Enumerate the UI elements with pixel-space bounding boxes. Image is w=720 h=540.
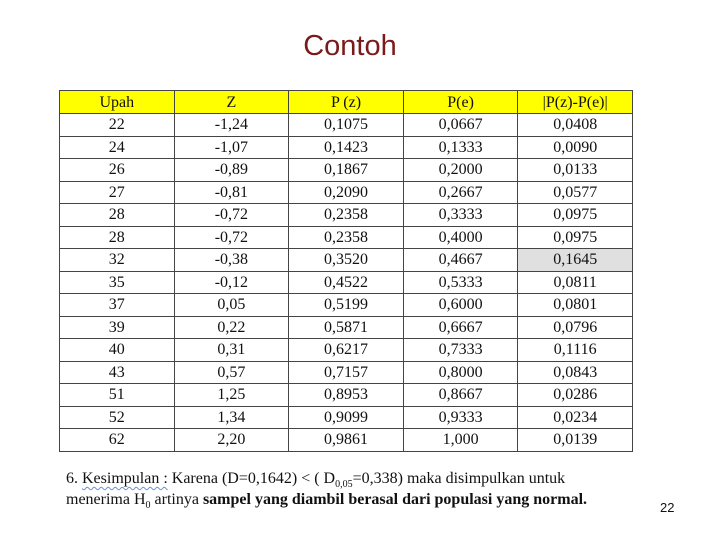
cell-upah: 37 bbox=[60, 294, 175, 317]
cell-pz: 0,9861 bbox=[289, 429, 404, 452]
conclusion-text-2: =0,338) maka disimpulkan untuk bbox=[352, 470, 566, 487]
cell-z: 1,25 bbox=[174, 384, 289, 407]
cell-z: 0,31 bbox=[174, 339, 289, 362]
conclusion-text-1: Karena (D=0,1642) < ( D bbox=[171, 470, 336, 487]
cell-pe: 0,9333 bbox=[403, 406, 518, 429]
cell-z: 1,34 bbox=[174, 406, 289, 429]
conclusion-text-3: menerima H bbox=[66, 491, 146, 508]
cell-z: -0,38 bbox=[174, 249, 289, 272]
table-row bbox=[60, 226, 633, 249]
cell-abs-diff: 0,0234 bbox=[518, 406, 633, 429]
header-abs-diff: |P(z)-P(e)| bbox=[518, 91, 633, 114]
cell-pe: 0,4667 bbox=[403, 249, 518, 272]
cell-pe: 0,3333 bbox=[403, 204, 518, 227]
cell-pz: 0,1075 bbox=[289, 114, 404, 137]
cell-upah: 32 bbox=[60, 249, 175, 272]
cell-z: -1,24 bbox=[174, 114, 289, 137]
cell-upah: 52 bbox=[60, 406, 175, 429]
cell-abs-diff: 0,1645 bbox=[518, 249, 633, 272]
table-row bbox=[60, 361, 633, 384]
cell-z: -0,81 bbox=[174, 181, 289, 204]
cell-pz: 0,8953 bbox=[289, 384, 404, 407]
cell-z: 2,20 bbox=[174, 429, 289, 452]
table-row bbox=[60, 339, 633, 362]
cell-pe: 0,2000 bbox=[403, 159, 518, 182]
conclusion-number: 6. bbox=[66, 470, 78, 487]
cell-z: 0,57 bbox=[174, 361, 289, 384]
cell-pe: 0,2667 bbox=[403, 181, 518, 204]
conclusion-text bbox=[66, 468, 656, 510]
cell-upah: 40 bbox=[60, 339, 175, 362]
cell-upah: 26 bbox=[60, 159, 175, 182]
table-row bbox=[60, 159, 633, 182]
table-row bbox=[60, 316, 633, 339]
cell-upah: 28 bbox=[60, 204, 175, 227]
cell-pz: 0,1867 bbox=[289, 159, 404, 182]
cell-abs-diff: 0,0975 bbox=[518, 226, 633, 249]
cell-pz: 0,2358 bbox=[289, 226, 404, 249]
cell-pz: 0,5199 bbox=[289, 294, 404, 317]
table-row bbox=[60, 271, 633, 294]
cell-pe: 0,6000 bbox=[403, 294, 518, 317]
cell-upah: 28 bbox=[60, 226, 175, 249]
cell-pz: 0,3520 bbox=[289, 249, 404, 272]
cell-z: -0,89 bbox=[174, 159, 289, 182]
cell-abs-diff: 0,0843 bbox=[518, 361, 633, 384]
cell-abs-diff: 0,0139 bbox=[518, 429, 633, 452]
cell-pe: 0,7333 bbox=[403, 339, 518, 362]
cell-abs-diff: 0,0090 bbox=[518, 136, 633, 159]
cell-upah: 43 bbox=[60, 361, 175, 384]
cell-z: -0,12 bbox=[174, 271, 289, 294]
cell-pz: 0,2090 bbox=[289, 181, 404, 204]
cell-z: 0,05 bbox=[174, 294, 289, 317]
header-pz: P (z) bbox=[289, 91, 404, 114]
slide-title: Contoh bbox=[303, 30, 397, 62]
cell-z: 0,22 bbox=[174, 316, 289, 339]
cell-upah: 62 bbox=[60, 429, 175, 452]
cell-abs-diff: 0,0796 bbox=[518, 316, 633, 339]
cell-z: -0,72 bbox=[174, 226, 289, 249]
cell-pe: 0,5333 bbox=[403, 271, 518, 294]
cell-pe: 0,0667 bbox=[403, 114, 518, 137]
cell-pe: 0,1333 bbox=[403, 136, 518, 159]
table-row bbox=[60, 294, 633, 317]
cell-pz: 0,9099 bbox=[289, 406, 404, 429]
table-body bbox=[60, 114, 633, 452]
conclusion-text-4: artinya bbox=[154, 491, 199, 508]
cell-abs-diff: 0,0801 bbox=[518, 294, 633, 317]
cell-pe: 1,000 bbox=[403, 429, 518, 452]
cell-z: -0,72 bbox=[174, 204, 289, 227]
table-row bbox=[60, 406, 633, 429]
table-row bbox=[60, 384, 633, 407]
cell-pz: 0,6217 bbox=[289, 339, 404, 362]
page-number: 22 bbox=[660, 500, 675, 515]
cell-abs-diff: 0,0408 bbox=[518, 114, 633, 137]
conclusion-label: Kesimpulan : bbox=[82, 470, 168, 487]
cell-abs-diff: 0,0133 bbox=[518, 159, 633, 182]
cell-abs-diff: 0,0577 bbox=[518, 181, 633, 204]
cell-upah: 51 bbox=[60, 384, 175, 407]
header-pe: P(e) bbox=[403, 91, 518, 114]
cell-abs-diff: 0,0811 bbox=[518, 271, 633, 294]
alpha-subscript: 0,05 bbox=[335, 479, 353, 491]
ks-test-table bbox=[59, 90, 633, 452]
cell-pe: 0,8000 bbox=[403, 361, 518, 384]
cell-z: -1,07 bbox=[174, 136, 289, 159]
cell-pz: 0,1423 bbox=[289, 136, 404, 159]
cell-upah: 35 bbox=[60, 271, 175, 294]
cell-abs-diff: 0,1116 bbox=[518, 339, 633, 362]
header-upah: Upah bbox=[60, 91, 175, 114]
cell-upah: 27 bbox=[60, 181, 175, 204]
table-row bbox=[60, 114, 633, 137]
table-row bbox=[60, 136, 633, 159]
cell-upah: 39 bbox=[60, 316, 175, 339]
cell-pz: 0,2358 bbox=[289, 204, 404, 227]
h0-subscript: 0 bbox=[145, 500, 151, 512]
conclusion-bold: sampel yang diambil berasal dari populasi yang normal. bbox=[202, 491, 588, 508]
cell-pz: 0,7157 bbox=[289, 361, 404, 384]
table-header-row bbox=[60, 91, 633, 114]
cell-abs-diff: 0,0975 bbox=[518, 204, 633, 227]
cell-pz: 0,5871 bbox=[289, 316, 404, 339]
table-row bbox=[60, 249, 633, 272]
cell-upah: 24 bbox=[60, 136, 175, 159]
table-row bbox=[60, 204, 633, 227]
cell-abs-diff: 0,0286 bbox=[518, 384, 633, 407]
table-row bbox=[60, 429, 633, 452]
cell-pe: 0,4000 bbox=[403, 226, 518, 249]
cell-pe: 0,8667 bbox=[403, 384, 518, 407]
cell-pe: 0,6667 bbox=[403, 316, 518, 339]
table-row bbox=[60, 181, 633, 204]
cell-pz: 0,4522 bbox=[289, 271, 404, 294]
header-z: Z bbox=[174, 91, 289, 114]
cell-upah: 22 bbox=[60, 114, 175, 137]
